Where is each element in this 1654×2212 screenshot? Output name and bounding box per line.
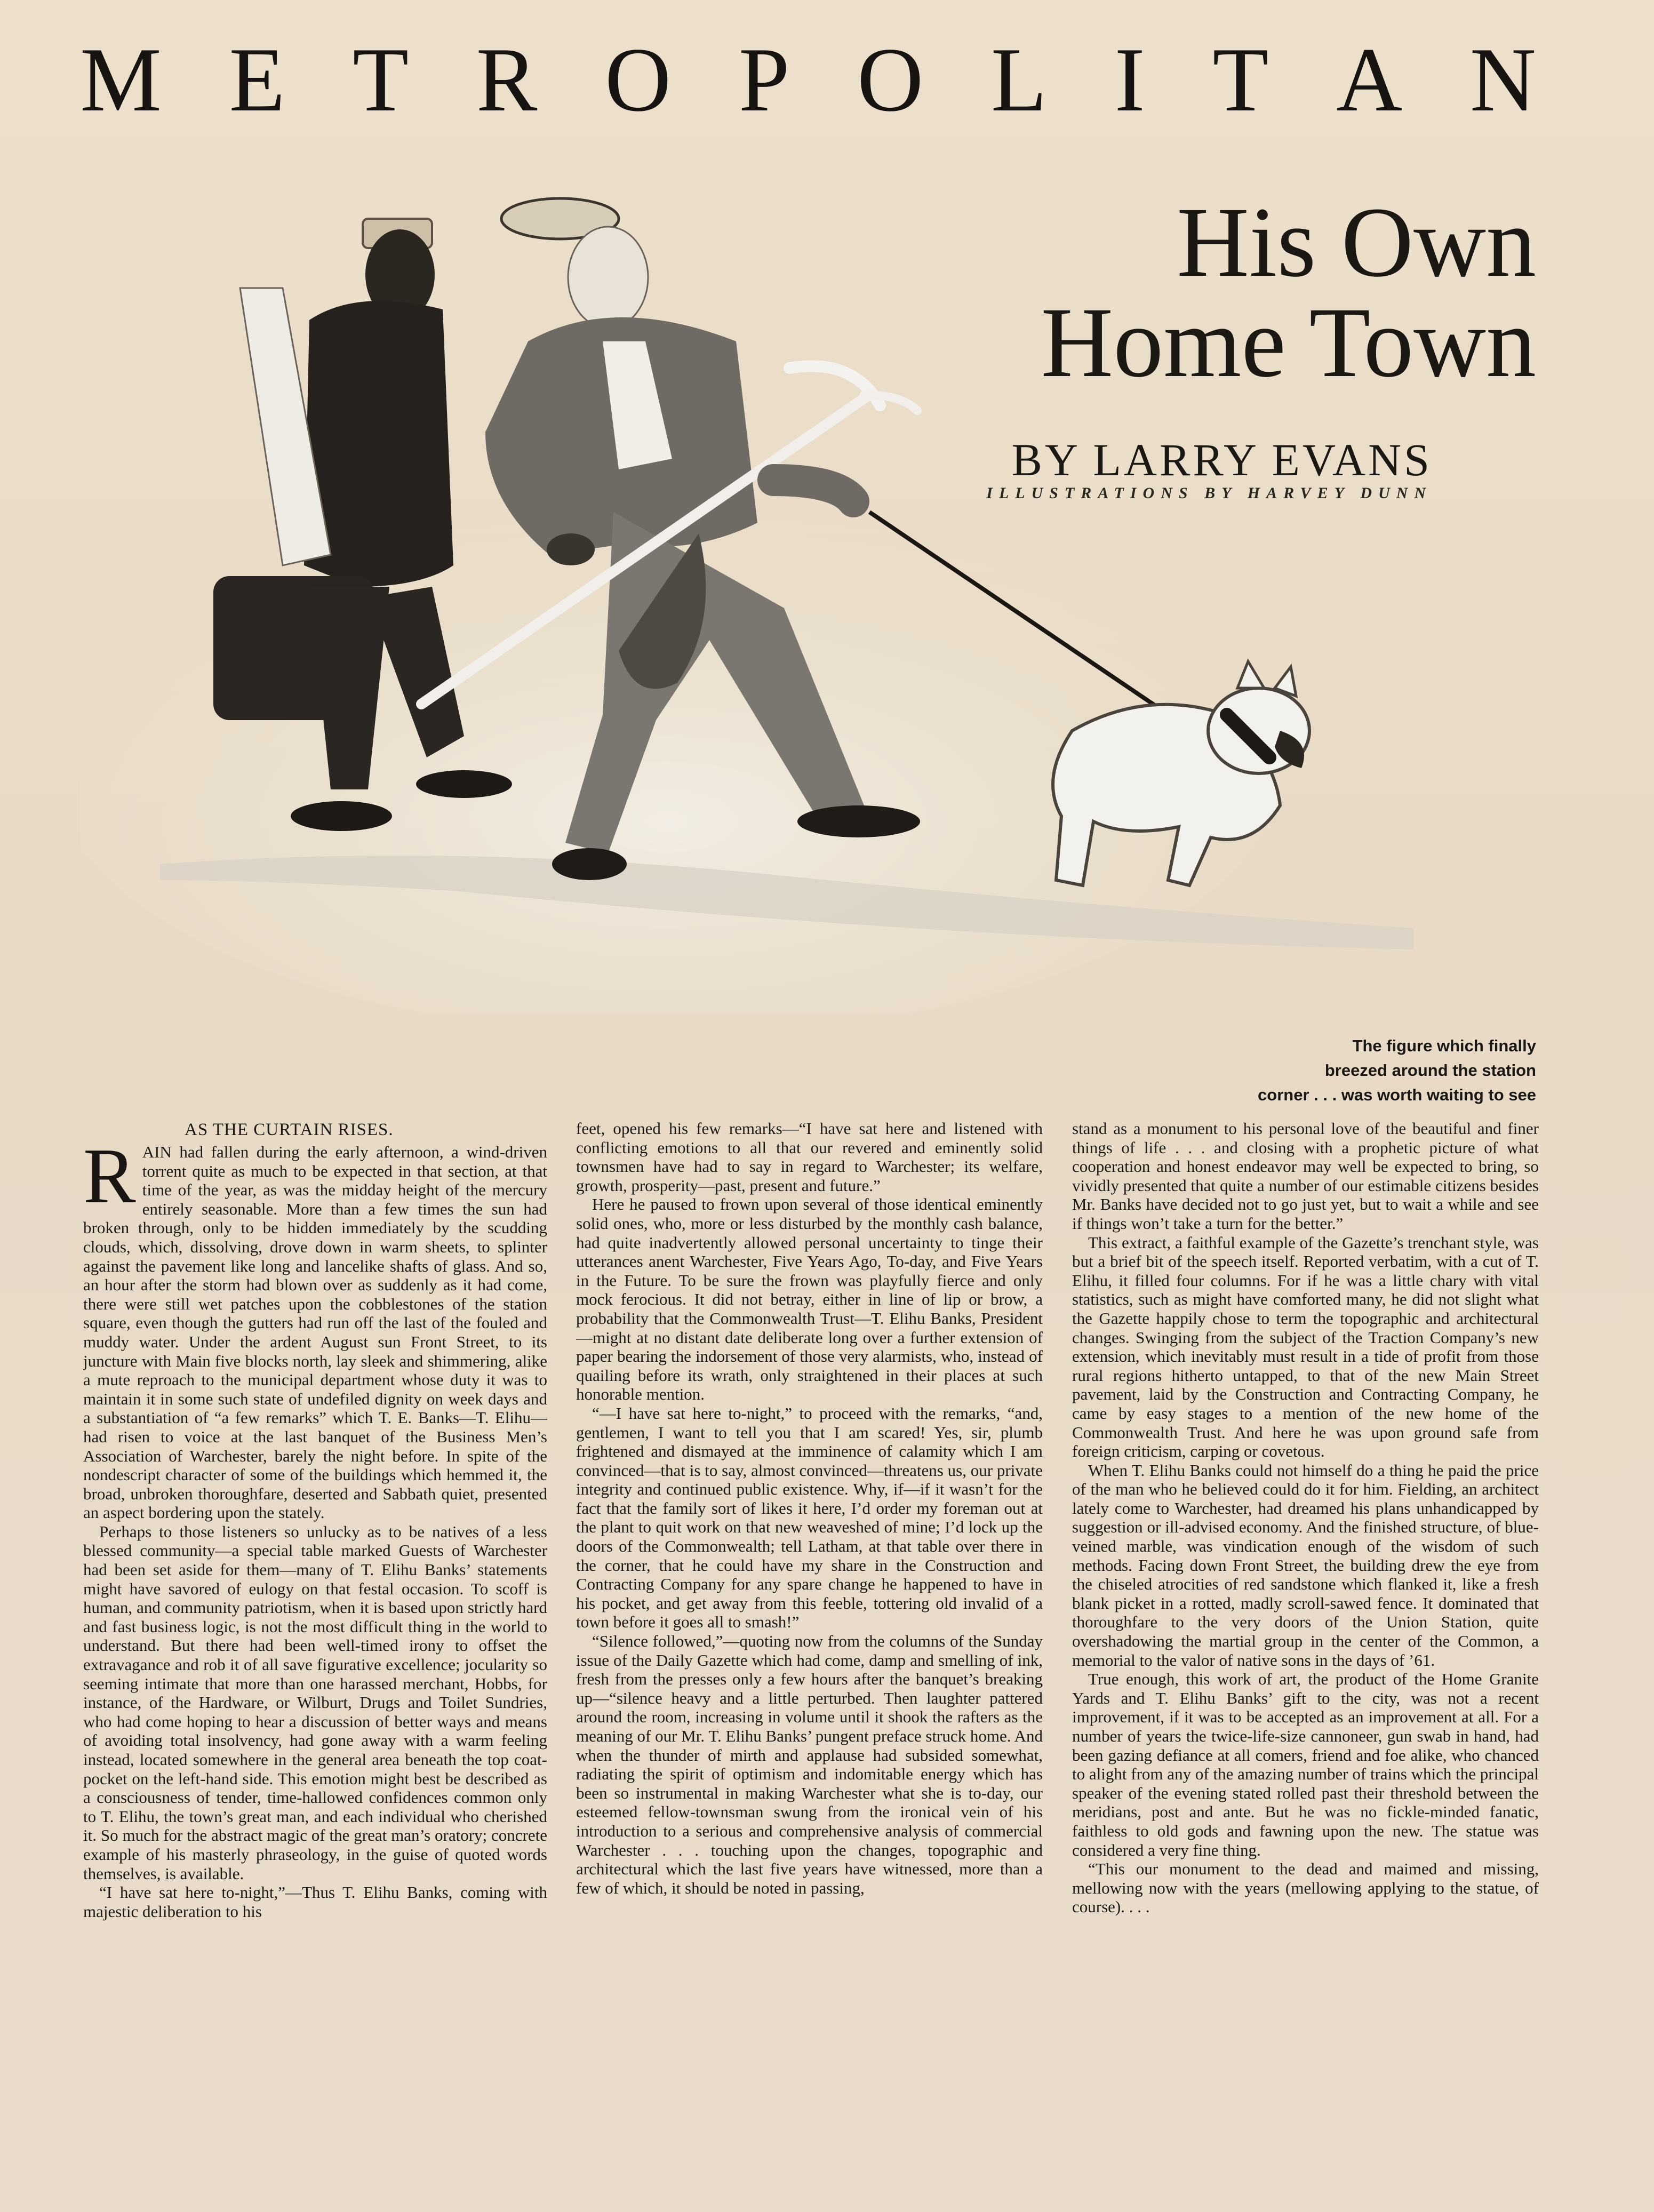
paragraph: True enough, this work of art, the product of the Home Granite Yards and T. Elihu Banks’ gift to the city, was not a recent improvement, if it was to be accepted as an improvement at all. For a number of years the twice-life-size cannoneer, gun swab in hand, had been gazing defiance at all comers, friend and foe alike, who chanced to alight from any of the amazing number of trains which the principal speaker of the evening stated rolled past their threshold between the meridians, post and ante. But he was no fickle-minded fanatic, faithless to old gods and fawning upon the new. The statue was considered a very fine thing. xyxy=(1072,1670,1539,1859)
masthead-letter: L xyxy=(990,29,1047,131)
title-line: His Own xyxy=(1177,186,1536,298)
masthead-letter: M xyxy=(80,29,162,131)
text-column-2 xyxy=(576,1119,1043,2181)
paragraph: This extract, a faithful example of the Gazette’s trenchant style, was but a brief bit of the speech itself. Reported verbatim, with a cut of T. Elihu, it filled four columns. For if he was a little chary with vital statistics, such as might have comforted many, he did not slight what the Gazette happily chose to term the topographic and architectural changes. Swinging from the subject of the Traction Company’s new extension, which inevitably must result in a tide of profit from those rural regions hitherto untapped, to that of the new Main Street pavement, laid by the Construction and Contracting Company, he came by easy stages to a mention of the new home of the Commonwealth Trust. And here he was upon ground safe from foreign criticism, carping or covetous. xyxy=(1072,1233,1539,1461)
masthead-letter: T xyxy=(1212,29,1269,131)
masthead-letter: R xyxy=(476,29,538,131)
masthead-letter: N xyxy=(1469,29,1536,131)
paragraph: “I have sat here to-night,”—Thus T. Elihu Banks, coming with majestic deliberation to his xyxy=(83,1883,547,1921)
masthead-letter: I xyxy=(1114,29,1145,131)
paragraph-text: AIN had fallen during the early afternoon, a wind-driven torrent quite as much to be expected in that section, at that time of the year, as was the midday height of the mercury entirely seasonable. More than a few times the sun had broken through, only to be hidden immediately by the scudding clouds, which, dissolving, drove down in warm sheets, to splinter against the pavement like long and lancelike shafts of glass. And so, an hour after the storm had blown over as suddenly as it had come, there were still wet patches upon the cobblestones of the station square, even though the gutters had run off the last of the fouled and muddy water. Under the ardent August sun Front Street, to its juncture with Main five blocks north, lay sleek and shimmering, alike a mute reproach to the municipal department whose duty it was to maintain it in some such state of undefiled dignity on week days and a substantiation of “a few remarks” which T. E. Banks—T. Elihu—had risen to voice at the last banquet of the Business Men’s Association of Warchester, barely the night before. In spite of the nondescript character of some of the buildings which hemmed it, the broad, unbroken thoroughfare, deserted and Sabbath quiet, presented an aspect bordering upon the stately. xyxy=(83,1143,547,1522)
paragraph: feet, opened his few remarks—“I have sat here and listened with conflicting emotions to all that our revered and eminently solid townsmen have had to say in regard to Warchester; its welfare, growth, prosperity—past, present and future.” xyxy=(576,1119,1043,1195)
caption-line: The figure which finally xyxy=(1352,1036,1536,1055)
paragraph: “Silence followed,”—quoting now from the columns of the Sunday issue of the Daily Gazette which had come, damp and smelling of ink, fresh from the presses only a few hours after the banquet’s breaking up—“silence heavy and a little perturbed. Then laughter pattered around the room, increasing in volume until it shook the rafters as the meaning of our Mr. T. Elihu Banks’ pungent preface struck home. And when the thunder of mirth and applause had subsided somewhat, radiating the spirit of optimism and indomitable energy which has been so instrumental in making Warchester what she is to-day, our esteemed fellow-townsman swung from the ironical vein of his introduction to a serious and comprehensive analysis of commercial Warchester . . . touching upon the changes, topographic and architectural which the last five years have witnessed, more than a few of which, it should be noted in passing, xyxy=(576,1632,1043,1897)
article-title xyxy=(832,186,1536,398)
drop-cap: R xyxy=(83,1132,136,1220)
paragraph: “—I have sat here to-night,” to proceed with the remarks, “and, gentlemen, I want to tell you that I am scared! Yes, sir, plumb frightened and dismayed at the imminence of calamity which I am convinced—that is to say, almost convinced—threatens us, our private integrity and continued public existence. Why, if—if it wasn’t for the fact that the family sort of likes it here, I’d order my foreman out at the plant to quit work on that new weaveshed of mine; I’d lock up the doors of the Commonwealth; tell Latham, at that table over there in the corner, that he could have my share in the Construction and Contracting Company for any spare change he happened to have in his pocket, and get away from this feeble, tottering old invalid of a town before it goes all to smash!” xyxy=(576,1403,1043,1632)
masthead-letter: E xyxy=(229,29,285,131)
masthead-letter: P xyxy=(738,29,790,131)
paragraph: “This our monument to the dead and maimed and missing, mellowing now with the years (mellowing applying to the statue, of course). . . . xyxy=(1072,1859,1539,1916)
masthead xyxy=(80,29,1536,131)
masthead-letter: O xyxy=(605,29,672,131)
illustration-caption xyxy=(1184,1034,1536,1107)
masthead-letter: O xyxy=(857,29,924,131)
masthead-letter: T xyxy=(353,29,409,131)
caption-line: breezed around the station xyxy=(1324,1061,1536,1080)
paragraph: stand as a monument to his personal love of the beautiful and finer things of life . . . and closing with a prophetic picture of what cooperation and honest endeavor may well be expected to bring, so vividly presented that quite a number of our estimable citizens besides Mr. Banks have decided not to go just yet, but to wait a while and see if things won’t take a turn for the better.” xyxy=(1072,1119,1539,1233)
byline: BY LARRY EVANS xyxy=(1011,434,1432,485)
title-line: Home Town xyxy=(1041,286,1536,398)
caption-line: corner . . . was worth waiting to see xyxy=(1258,1085,1536,1104)
paragraph: Perhaps to those listeners so unlucky as to be natives of a less blessed community—a special table marked Guests of Warchester had been set aside for them—many of T. Elihu Banks’ statements might have savored of eulogy on that festal occasion. To scoff is human, and community patriotism, when it is based upon strictly hard and fast business logic, is not the most difficult thing in the world to understand. But there had been well-timed irony to offset the extravagance and rob it of all save figurative excellence; jocularity so seeming intimate that more than one harassed merchant, Hobbs, for instance, of the Hardware, or Wilburt, Drugs and Toilet Sundries, who had come hoping to hear a discussion of better ways and means of avoiding total insolvency, had gone away with a warm feeling instead, located somewhere in the general area beneath the top coat-pocket on the left-hand side. This emotion might best be described as a consciousness of tender, time-hallowed confidences common only to T. Elihu, the town’s great man, and each individual who cherished it. So much for the abstract magic of the great man’s oratory; concrete example of his masterly phraseology, in the guise of quoted words themselves, is available. xyxy=(83,1522,547,1883)
illustration-credit: ILLUSTRATIONS BY HARVEY DUNN xyxy=(986,484,1432,502)
section-heading: AS THE CURTAIN RISES. xyxy=(185,1120,394,1139)
paragraph: Here he paused to frown upon several of those identical eminently solid ones, who, more or less disturbed by the monthly cash balance, had quite inadvertently allowed personal uncertainty to tinge their utterances anent Warchester, Five Years Ago, To-day, and Five Years in the Future. To be sure the frown was playfully fierce and only mock ferocious. It did not betray, either in line of lip or brow, a probability that the Commonwealth Trust—T. Elihu Banks, President—might at no distant date deliberate long over a further extension of paper bearing the indorsement of those very alarmists, who, instead of quailing before its wrath, only straightened in their places at such honorable mention. xyxy=(576,1195,1043,1404)
paragraph xyxy=(83,1132,547,1522)
text-column-1 xyxy=(83,1119,547,2181)
masthead-letter: A xyxy=(1336,29,1403,131)
paragraph: When T. Elihu Banks could not himself do a thing he paid the price of the man who he believed could do it for him. Fielding, an architect lately come to Warchester, had dreamed his plans unhandicapped by suggestion or ill-advised economy. And the finished structure, of blue-veined marble, was vindication enough of the wisdom of such methods. Facing down Front Street, the building drew the eye from the chiseled atrocities of red sandstone which flanked it, like a fresh blank picket in a rotted, madly scroll-sawed fence. It dominated that thoroughfare to the very doors of the Union Station, quite overshadowing the martial group in the center of the Common, a memorial to the valor of native sons in the days of ’61. xyxy=(1072,1460,1539,1670)
text-column-3 xyxy=(1072,1119,1539,2181)
